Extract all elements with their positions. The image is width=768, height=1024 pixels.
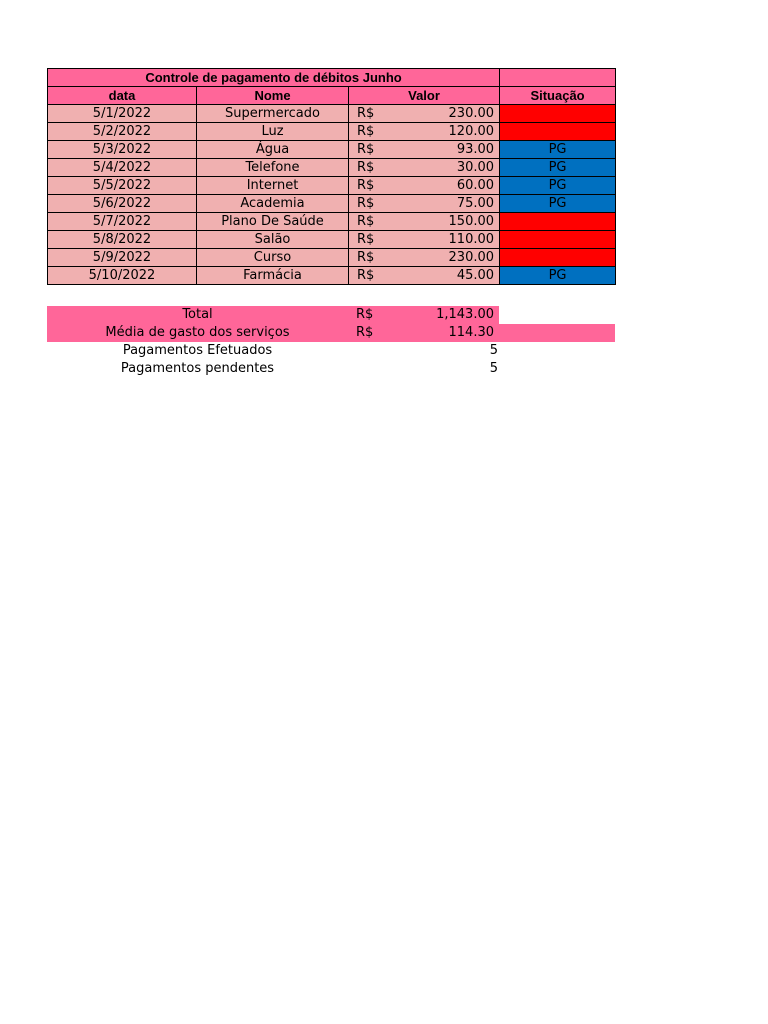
header-situacao[interactable]: Situação [500, 87, 616, 105]
cell-situacao[interactable]: PG [500, 141, 616, 159]
cell-currency[interactable]: R$ [349, 195, 394, 213]
cell-nome[interactable]: Luz [197, 123, 349, 141]
cell-nome[interactable]: Curso [197, 249, 349, 267]
cell-situacao[interactable] [500, 231, 616, 249]
cell-situacao[interactable] [500, 105, 616, 123]
debts-table [47, 68, 616, 285]
header-data[interactable]: data [48, 87, 197, 105]
title-empty-cell[interactable] [500, 69, 616, 87]
table-row [48, 177, 616, 195]
efetuados-row [47, 342, 615, 360]
media-row [47, 324, 615, 342]
cell-currency[interactable]: R$ [349, 177, 394, 195]
cell-situacao[interactable] [500, 249, 616, 267]
cell-valor[interactable]: 75.00 [394, 195, 500, 213]
total-value[interactable]: 1,143.00 [436, 307, 494, 322]
cell-data[interactable]: 5/1/2022 [48, 105, 197, 123]
cell-nome[interactable]: Salão [197, 231, 349, 249]
cell-valor[interactable]: 110.00 [394, 231, 500, 249]
table-row [48, 105, 616, 123]
table-row [48, 249, 616, 267]
cell-data[interactable]: 5/2/2022 [48, 123, 197, 141]
pendentes-label[interactable]: Pagamentos pendentes [120, 361, 275, 376]
cell-situacao[interactable] [500, 213, 616, 231]
cell-situacao[interactable]: PG [500, 159, 616, 177]
spreadsheet [47, 68, 615, 285]
cell-situacao[interactable] [500, 123, 616, 141]
header-row [48, 87, 616, 105]
cell-data[interactable]: 5/10/2022 [48, 267, 197, 285]
total-label[interactable]: Total [182, 307, 213, 322]
cell-nome[interactable]: Plano De Saúde [197, 213, 349, 231]
media-label[interactable]: Média de gasto dos serviços [105, 325, 290, 340]
cell-nome[interactable]: Telefone [197, 159, 349, 177]
cell-currency[interactable]: R$ [349, 141, 394, 159]
media-value[interactable]: 114.30 [448, 325, 494, 340]
cell-valor[interactable]: 60.00 [394, 177, 500, 195]
header-nome[interactable]: Nome [197, 87, 349, 105]
cell-data[interactable]: 5/5/2022 [48, 177, 197, 195]
table-row [48, 195, 616, 213]
cell-data[interactable]: 5/8/2022 [48, 231, 197, 249]
cell-valor[interactable]: 120.00 [394, 123, 500, 141]
cell-valor[interactable]: 30.00 [394, 159, 500, 177]
cell-nome[interactable]: Supermercado [197, 105, 349, 123]
cell-valor[interactable]: 230.00 [394, 249, 500, 267]
cell-currency[interactable]: R$ [349, 213, 394, 231]
table-row [48, 213, 616, 231]
cell-currency[interactable]: R$ [349, 267, 394, 285]
table-title[interactable]: Controle de pagamento de débitos Junho [48, 69, 500, 87]
cell-valor[interactable]: 93.00 [394, 141, 500, 159]
summary-block [47, 306, 615, 378]
cell-situacao[interactable]: PG [500, 177, 616, 195]
table-row [48, 159, 616, 177]
header-valor[interactable]: Valor [349, 87, 500, 105]
cell-currency[interactable]: R$ [349, 231, 394, 249]
table-row [48, 141, 616, 159]
cell-valor[interactable]: 150.00 [394, 213, 500, 231]
cell-valor[interactable]: 45.00 [394, 267, 500, 285]
title-row [48, 69, 616, 87]
table-row [48, 231, 616, 249]
total-row [47, 306, 615, 324]
cell-data[interactable]: 5/9/2022 [48, 249, 197, 267]
cell-data[interactable]: 5/6/2022 [48, 195, 197, 213]
pendentes-count[interactable]: 5 [489, 361, 498, 376]
cell-situacao[interactable]: PG [500, 267, 616, 285]
cell-currency[interactable]: R$ [349, 123, 394, 141]
cell-data[interactable]: 5/4/2022 [48, 159, 197, 177]
cell-data[interactable]: 5/7/2022 [48, 213, 197, 231]
pendentes-row [47, 360, 615, 378]
cell-nome[interactable]: Água [197, 141, 349, 159]
cell-nome[interactable]: Internet [197, 177, 349, 195]
table-row [48, 267, 616, 285]
efetuados-count[interactable]: 5 [489, 343, 498, 358]
cell-currency[interactable]: R$ [349, 159, 394, 177]
cell-currency[interactable]: R$ [349, 249, 394, 267]
total-currency[interactable]: R$ [356, 307, 374, 322]
efetuados-label[interactable]: Pagamentos Efetuados [122, 343, 273, 358]
table-row [48, 123, 616, 141]
cell-nome[interactable]: Academia [197, 195, 349, 213]
cell-data[interactable]: 5/3/2022 [48, 141, 197, 159]
cell-currency[interactable]: R$ [349, 105, 394, 123]
cell-situacao[interactable]: PG [500, 195, 616, 213]
media-currency[interactable]: R$ [356, 325, 374, 340]
cell-nome[interactable]: Farmácia [197, 267, 349, 285]
cell-valor[interactable]: 230.00 [394, 105, 500, 123]
